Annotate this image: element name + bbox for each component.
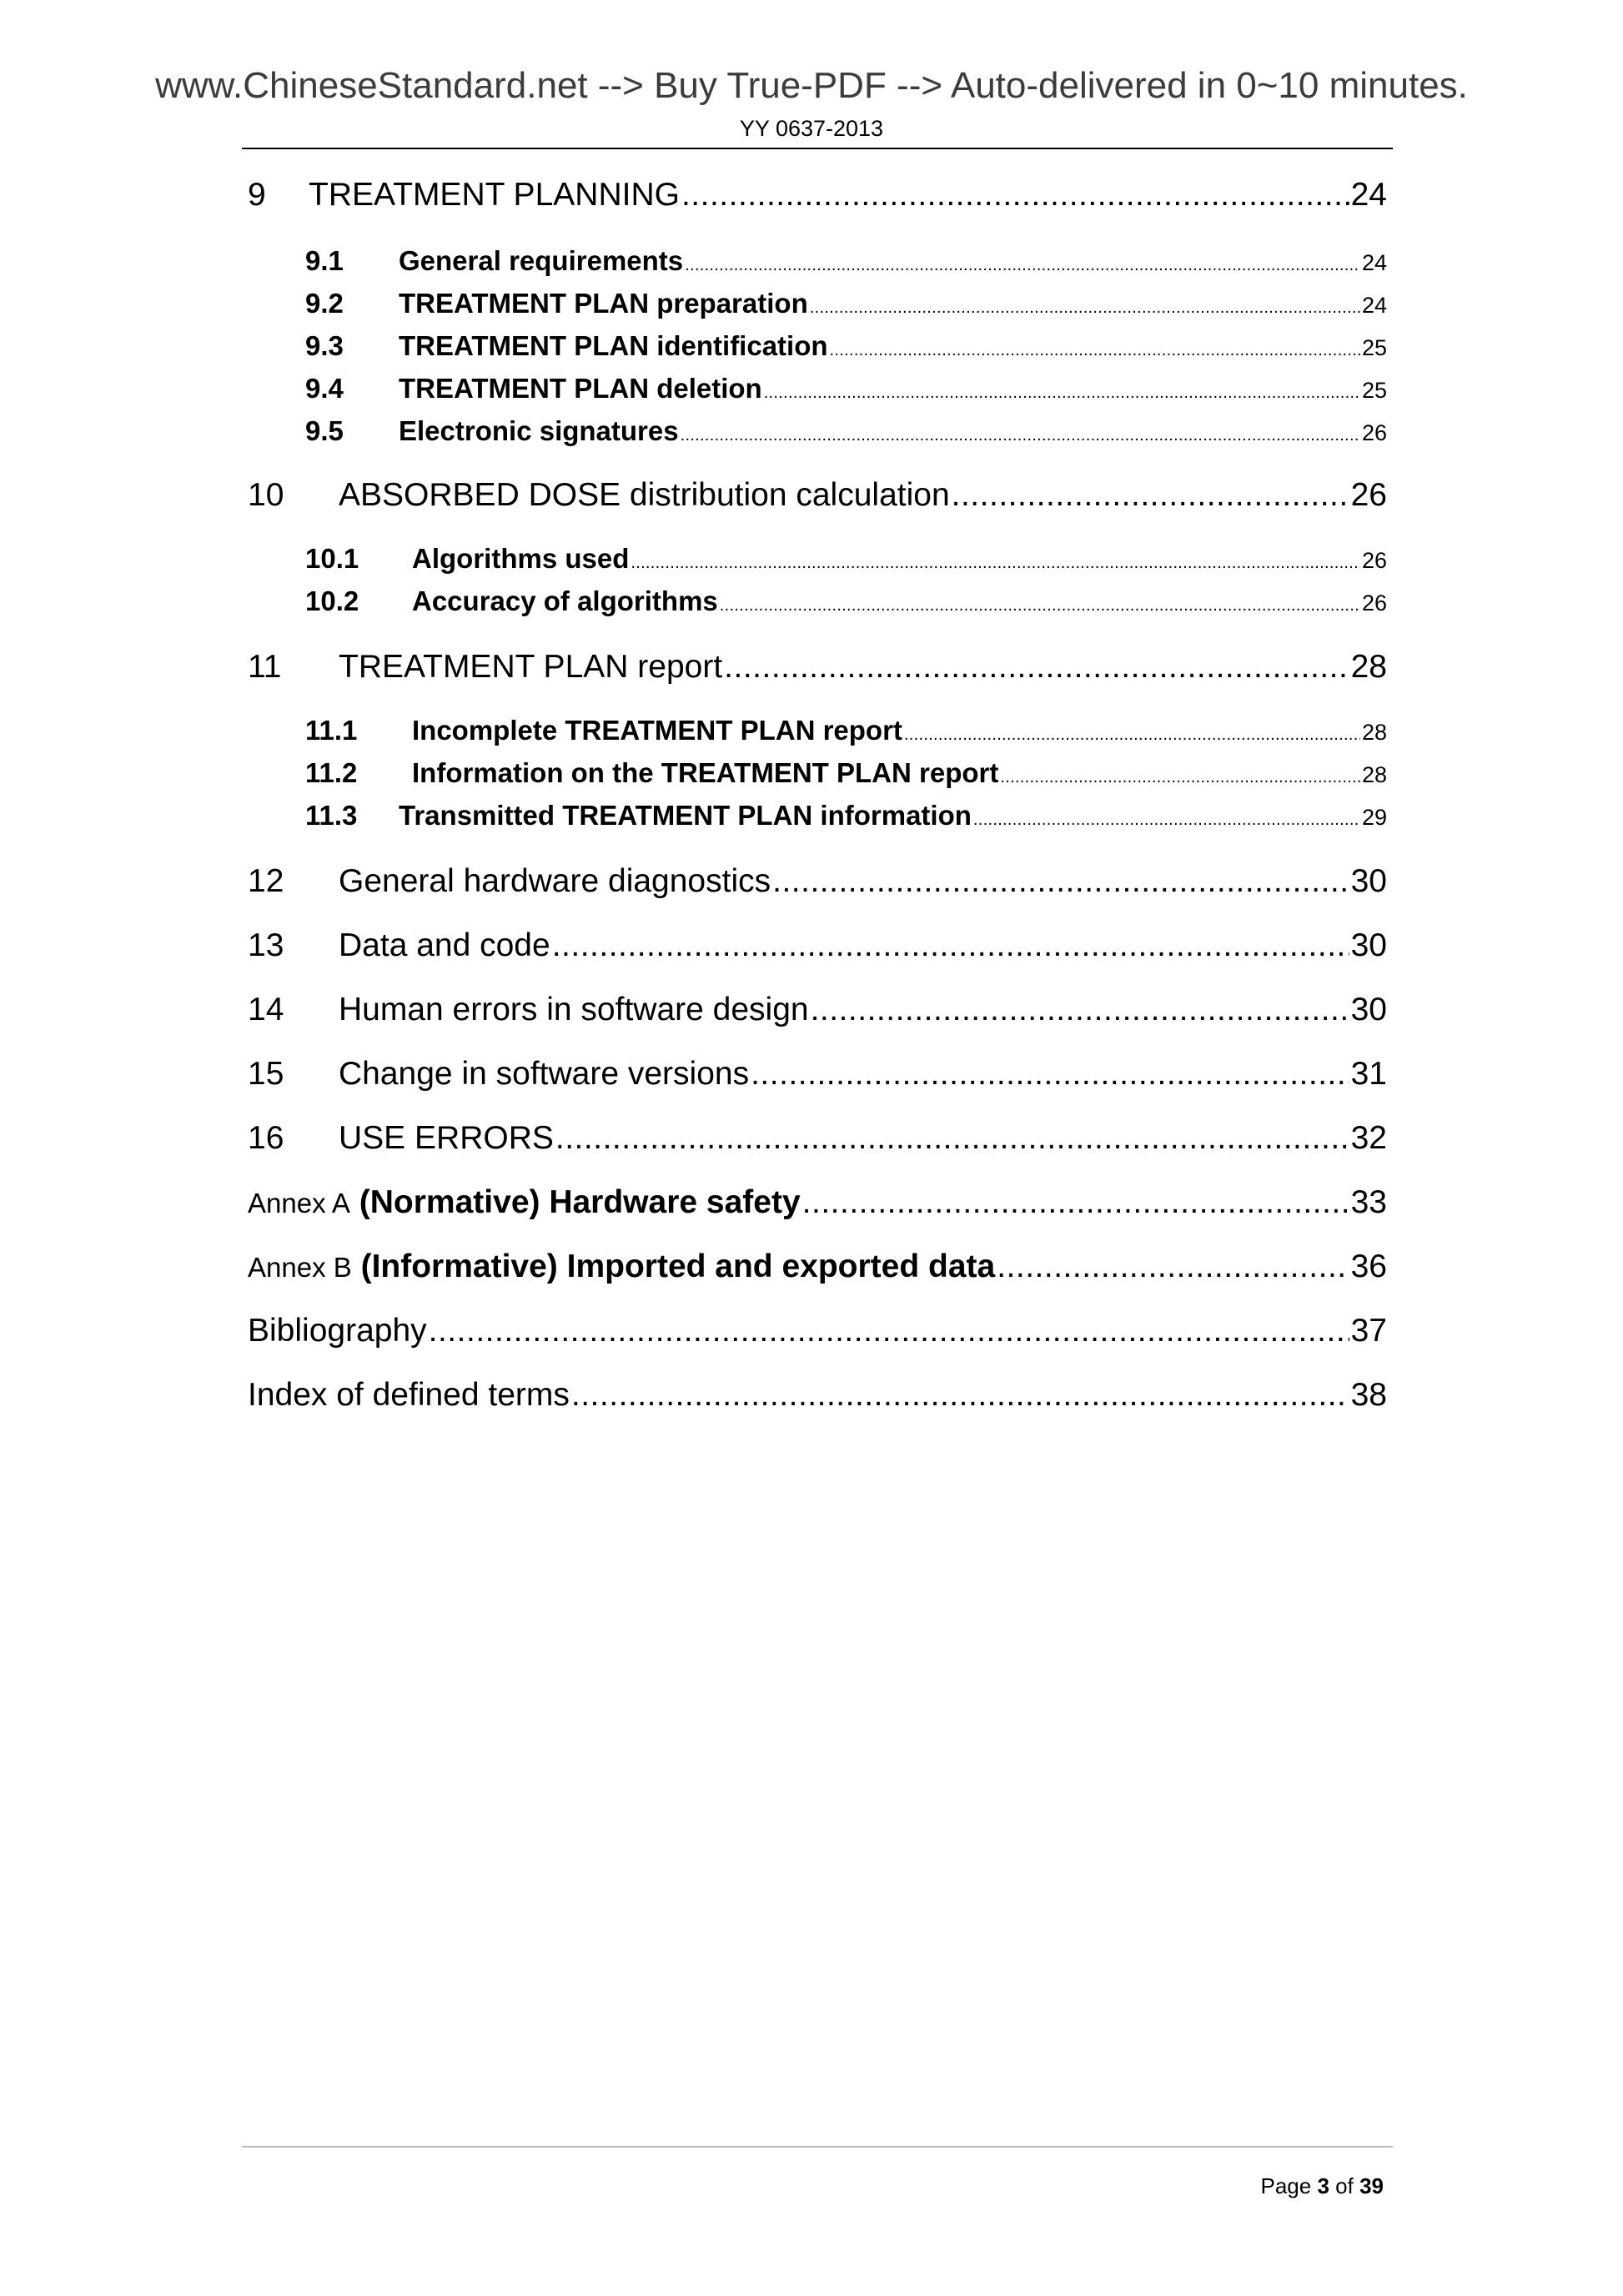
toc-entry-title: USE ERRORS [339, 1120, 554, 1156]
toc-entry-page: 30 [1350, 992, 1387, 1027]
toc-entry-page: 30 [1350, 863, 1387, 899]
toc-entry-10-1[interactable] [305, 545, 1387, 572]
toc-entry-title: TREATMENT PLAN deletion [399, 373, 762, 404]
toc-entry-title: Information on the TREATMENT PLAN report [412, 757, 999, 788]
toc-leader-dots [802, 1186, 1349, 1218]
toc-entry-title: TREATMENT PLAN report [339, 649, 723, 685]
toc-entry-number: 11 [248, 649, 282, 685]
annex-prefix: Annex B [248, 1252, 352, 1283]
toc-leader-dots [631, 555, 1360, 571]
toc-leader-dots [904, 726, 1360, 743]
toc-entry-11[interactable] [248, 651, 1387, 683]
toc-entry-14[interactable] [248, 993, 1387, 1026]
toc-entry-number: 15 [248, 1056, 284, 1092]
toc-entry-number: 11.2 [305, 757, 358, 788]
toc-entry-page: 28 [1361, 720, 1387, 745]
toc-entry-number: 10.2 [305, 585, 359, 616]
toc-entry-9-2[interactable] [305, 289, 1387, 317]
toc-entry-page: 30 [1350, 927, 1387, 963]
toc-leader-dots [681, 178, 1349, 211]
toc-entry-bibliography[interactable] [248, 1314, 1387, 1347]
toc-entry-title: Algorithms used [412, 543, 630, 574]
toc-entry-page: 26 [1361, 548, 1387, 573]
toc-entry-page: 24 [1350, 177, 1387, 213]
toc-leader-dots [811, 993, 1349, 1026]
toc-entry-number: 11.1 [305, 715, 358, 746]
toc-entry-10[interactable] [248, 479, 1387, 511]
toc-entry-page: 25 [1361, 335, 1387, 360]
toc-entry-page: 31 [1350, 1056, 1387, 1092]
toc-entry-number: 9.1 [305, 245, 344, 276]
toc-entry-number: 9.5 [305, 415, 344, 446]
toc-entry-page: 28 [1361, 762, 1387, 787]
toc-entry-number: 9.4 [305, 373, 344, 404]
toc-entry-number: 9.3 [305, 330, 344, 361]
toc-entry-number: 12 [248, 863, 284, 899]
page-footer [1260, 2173, 1384, 2199]
toc-entry-annex-b[interactable] [248, 1250, 1387, 1283]
toc-entry-page: 33 [1350, 1184, 1387, 1220]
toc-entry-number: 9.2 [305, 288, 344, 319]
toc-entry-9-3[interactable] [305, 332, 1387, 359]
toc-entry-title: Change in software versions [339, 1056, 750, 1092]
current-page-number: 3 [1317, 2173, 1329, 2198]
toc-entry-page: 26 [1361, 590, 1387, 615]
toc-entry-title: (Informative) Imported and exported data [360, 1248, 996, 1284]
toc-entry-15[interactable] [248, 1058, 1387, 1090]
document-number: YY 0637-2013 [739, 116, 884, 141]
toc-entry-title: Human errors in software design [339, 992, 809, 1027]
toc-entry-title: TREATMENT PLAN identification [399, 330, 828, 361]
toc-leader-dots [751, 1058, 1349, 1090]
toc-entry-number: 9 [248, 177, 266, 213]
toc-entry-annex-a[interactable] [248, 1186, 1387, 1218]
toc-entry-title: Transmitted TREATMENT PLAN information [399, 800, 972, 831]
toc-entry-page: 37 [1350, 1313, 1387, 1349]
toc-entry-9-5[interactable] [305, 417, 1387, 445]
toc-leader-dots [772, 865, 1349, 897]
toc-entry-title: Index of defined terms [248, 1377, 570, 1413]
toc-leader-dots [720, 597, 1360, 614]
toc-entry-title: ABSORBED DOSE distribution calculation [339, 477, 950, 513]
toc-leader-dots [952, 479, 1349, 511]
toc-entry-index[interactable] [248, 1379, 1387, 1411]
toc-leader-dots [429, 1314, 1349, 1347]
toc-entry-9-1[interactable] [305, 247, 1387, 274]
toc-leader-dots [552, 929, 1349, 962]
toc-entry-title: Accuracy of algorithms [412, 585, 718, 616]
toc-entry-title: TREATMENT PLAN preparation [399, 288, 808, 319]
toc-entry-title: General requirements [399, 245, 684, 276]
toc-leader-dots [810, 299, 1360, 316]
toc-entry-title: Data and code [339, 927, 550, 963]
toc-entry-number: 14 [248, 992, 284, 1027]
toc-entry-page: 24 [1361, 293, 1387, 318]
toc-entry-16[interactable] [248, 1122, 1387, 1154]
toc-entry-page: 36 [1350, 1248, 1387, 1284]
toc-leader-dots [997, 1250, 1349, 1283]
toc-entry-title: Incomplete TREATMENT PLAN report [412, 715, 902, 746]
toc-leader-dots [830, 342, 1360, 359]
toc-leader-dots [681, 427, 1360, 444]
toc-entry-11-2[interactable] [305, 759, 1387, 786]
toc-entry-number: 11.3 [305, 800, 358, 831]
toc-entry-number: 13 [248, 927, 284, 963]
toc-entry-title: TREATMENT PLANNING [309, 177, 680, 213]
toc-leader-dots [1000, 769, 1360, 786]
annex-prefix: Annex A [248, 1188, 350, 1218]
toc-entry-number: 10 [248, 477, 284, 513]
toc-entry-page: 32 [1350, 1120, 1387, 1156]
toc-leader-dots [973, 811, 1360, 828]
page-word: Page [1260, 2173, 1312, 2198]
footer-rule [242, 2146, 1393, 2148]
toc-entry-11-3[interactable] [305, 801, 1387, 829]
toc-entry-10-2[interactable] [305, 587, 1387, 615]
header-banner: www.ChineseStandard.net --> Buy True-PDF --> Auto-delivered in 0~10 minutes. [155, 65, 1468, 106]
toc-entry-13[interactable] [248, 929, 1387, 962]
toc-entry-page: 29 [1361, 805, 1387, 830]
toc-leader-dots [555, 1122, 1349, 1154]
toc-entry-9[interactable] [248, 178, 1387, 211]
toc-leader-dots [764, 384, 1360, 401]
toc-entry-page: 24 [1361, 250, 1387, 275]
toc-entry-page: 26 [1361, 420, 1387, 445]
toc-entry-page: 38 [1350, 1377, 1387, 1413]
toc-entry-title: General hardware diagnostics [339, 863, 771, 899]
toc-entry-9-4[interactable] [305, 374, 1387, 402]
toc-leader-dots [685, 257, 1360, 274]
toc-leader-dots [724, 651, 1349, 683]
toc-entry-page: 28 [1350, 649, 1387, 685]
of-word: of [1335, 2173, 1354, 2198]
toc-entry-12[interactable] [248, 865, 1387, 897]
toc-entry-title: Electronic signatures [399, 415, 679, 446]
toc-entry-number: 10.1 [305, 543, 359, 574]
toc-entry-title: (Normative) Hardware safety [359, 1184, 801, 1220]
toc-entry-11-1[interactable] [305, 716, 1387, 744]
toc-entry-page: 25 [1361, 378, 1387, 403]
toc-entry-page: 26 [1350, 477, 1387, 513]
toc-leader-dots [571, 1379, 1349, 1411]
total-page-count: 39 [1359, 2173, 1384, 2198]
toc-entry-number: 16 [248, 1120, 284, 1156]
toc-entry-title: Bibliography [248, 1313, 427, 1349]
